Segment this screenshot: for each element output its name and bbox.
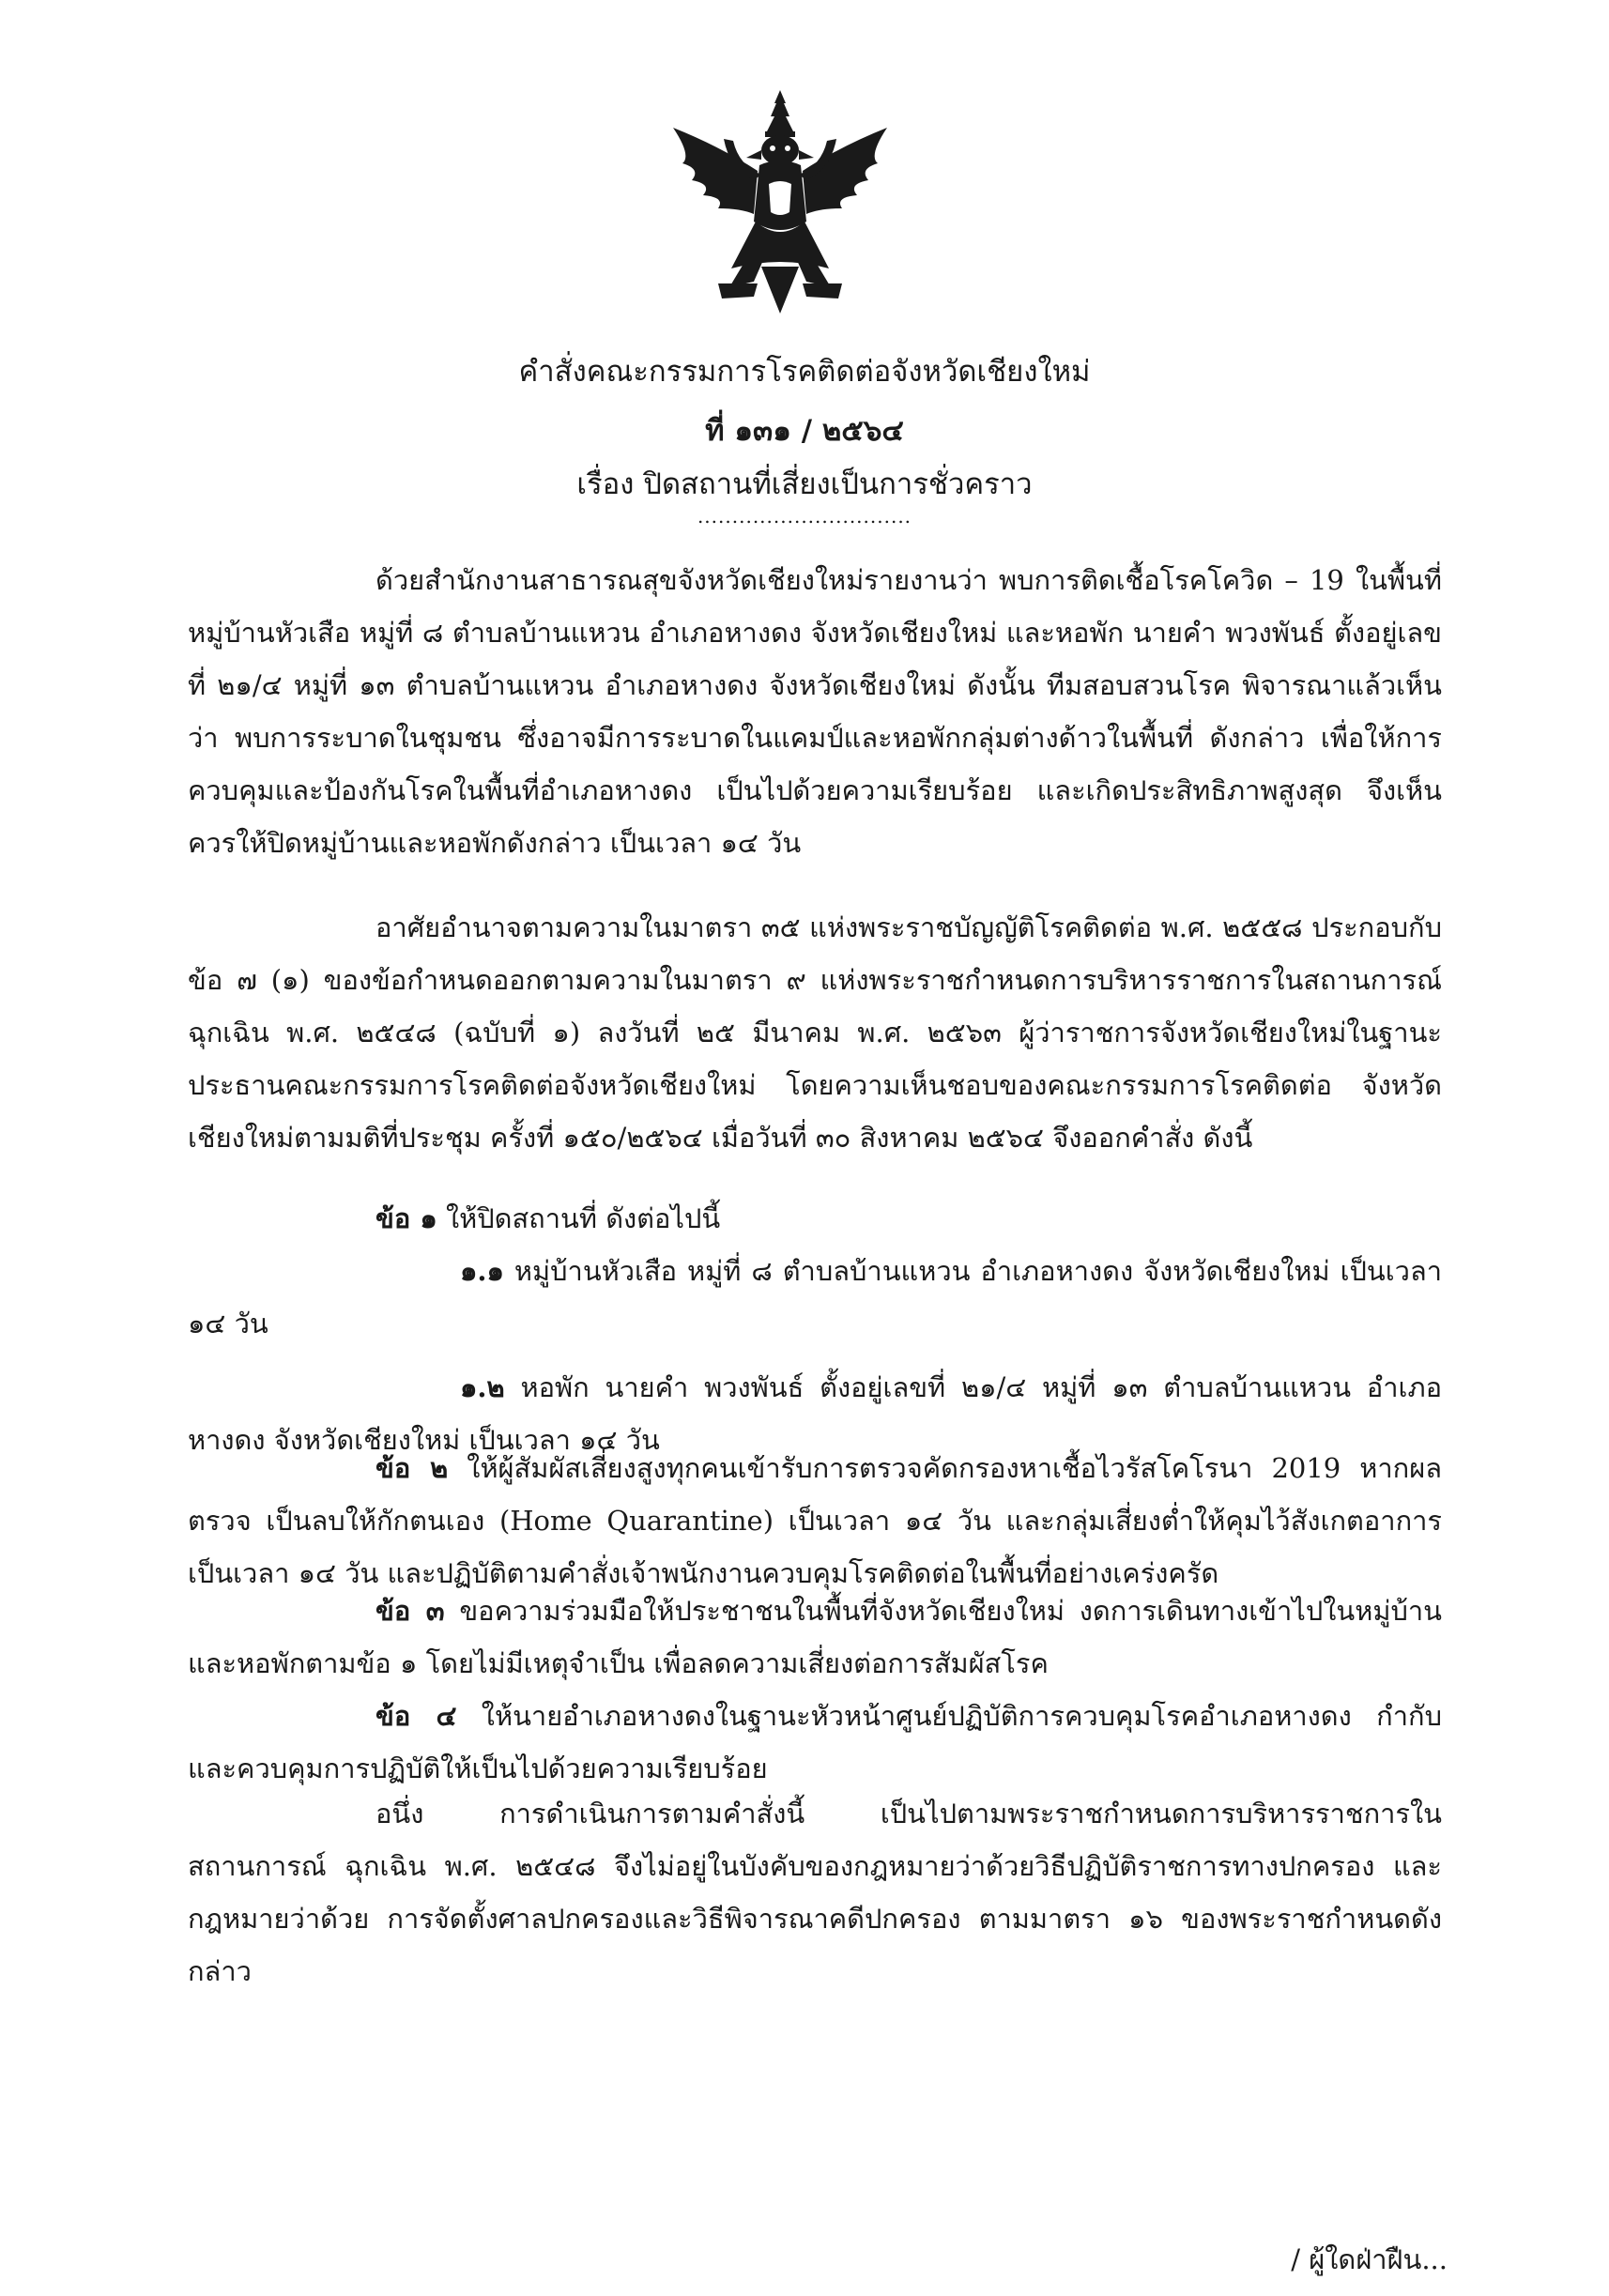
paragraph-text: อาศัยอำนาจตามความในมาตรา ๓๕ แห่งพระราชบัญญัติโรคติดต่อ พ.ศ. ๒๕๕๘ ประกอบกับ ข้อ ๗ (๑) ของข้อกำหนดออกตามความในมาตรา ๙ แห่งพระราชกำหนดการบริหารราชการในสถานการณ์ ฉุกเฉิน พ.ศ. ๒๕๔๘ (ฉบับที่ ๑) ลงวันที่ ๒๕ มีนาคม พ.ศ. ๒๕๖๓ ผู้ว่าราชการจังหวัดเชียงใหม่ในฐานะ ประธานคณะกรรมการโรคติดต่อจังหวัดเชียงใหม่ โดยความเห็นชอบของคณะกรรมการโรคติดต่อ จังหวัดเชียงใหม่ตามมติที่ประชุม ครั้งที่ ๑๕๐/๒๕๖๔ เมื่อวันที่ ๓๐ สิงหาคม ๒๕๖๔ จึงออกคำสั่ง ดังนี้	[188, 911, 1442, 1154]
paragraph-reason	[188, 554, 1442, 869]
clause-1	[188, 1192, 1442, 1466]
clause-3-text	[188, 1584, 1442, 1690]
clause-4-text	[188, 1690, 1442, 1795]
clause-body: ให้ผู้สัมผัสเสี่ยงสูงทุกคนเข้ารับการตรวจคัดกรองหาเชื้อไวรัสโคโรนา 2019 หากผลตรวจ เป็นลบให้กักตนเอง (Home Quarantine) เป็นเวลา ๑๔ วัน และกลุ่มเสี่ยงต่ำให้คุมไว้สังเกตอาการ เป็นเวลา ๑๔ วัน และปฏิบัติตามคำสั่งเจ้าพนักงานควบคุมโรคติดต่อในพื้นที่อย่างเคร่งครัด	[188, 1452, 1442, 1589]
clause-label: ข้อ ๔	[375, 1700, 457, 1732]
paragraph-authority	[188, 901, 1442, 1164]
sub-clause-1-1	[188, 1245, 1442, 1350]
clause-3-4	[188, 1584, 1442, 1795]
clause-label: ข้อ ๒	[375, 1452, 449, 1484]
sub-clause-label: ๑.๒	[460, 1371, 505, 1403]
clause-text	[188, 1192, 1442, 1245]
continuation-marker: / ผู้ใดฝ่าฝืน...	[1291, 2243, 1448, 2275]
clause-label: ข้อ ๓	[375, 1595, 445, 1627]
order-number: ที่ ๑๓๑ / ๒๕๖๔	[705, 414, 904, 448]
clause-text	[188, 1442, 1442, 1600]
title-divider: ...............................	[697, 505, 912, 528]
clause-2	[188, 1442, 1442, 1600]
paragraph-text: ด้วยสำนักงานสาธารณสุขจังหวัดเชียงใหม่รายงานว่า พบการติดเชื้อโรคโควิด – 19 ในพื้นที่หมู่บ้านหัวเสือ หมู่ที่ ๘ ตำบลบ้านแหวน อำเภอหางดง จังหวัดเชียงใหม่ และหอพัก นายคำ พวงพันธ์ ตั้งอยู่เลขที่ ๒๑/๔ หมู่ที่ ๑๓ ตำบลบ้านแหวน อำเภอหางดง จังหวัดเชียงใหม่ ดังนั้น ทีมสอบสวนโรค พิจารณาแล้วเห็นว่า พบการระบาดในชุมชน ซึ่งอาจมีการระบาดในแคมป์และหอพักกลุ่มต่างด้าวในพื้นที่ ดังกล่าว เพื่อให้การควบคุมและป้องกันโรคในพื้นที่อำเภอหางดง เป็นไปด้วยความเรียบร้อย และเกิดประสิทธิภาพสูงสุด จึงเห็นควรให้ปิดหมู่บ้านและหอพักดังกล่าว เป็นเวลา ๑๔ วัน	[188, 564, 1442, 859]
sub-clause-body: หอพัก นายคำ พวงพันธ์ ตั้งอยู่เลขที่ ๒๑/๔ หมู่ที่ ๑๓ ตำบลบ้านแหวน อำเภอหางดง จังหวัดเชียงใหม่ เป็นเวลา ๑๔ วัน	[188, 1371, 1442, 1456]
order-subject: เรื่อง ปิดสถานที่เสี่ยงเป็นการชั่วคราว	[576, 467, 1033, 501]
clause-body: ขอความร่วมมือให้ประชาชนในพื้นที่จังหวัดเชียงใหม่ งดการเดินทางเข้าไปในหมู่บ้าน และหอพักตามข้อ ๑ โดยไม่มีเหตุจำเป็น เพื่อลดความเสี่ยงต่อการสัมผัสโรค	[188, 1595, 1443, 1679]
sub-clause-label: ๑.๑	[460, 1255, 504, 1287]
clause-body: ให้ปิดสถานที่ ดังต่อไปนี้	[437, 1202, 721, 1234]
clause-label: ข้อ ๑	[375, 1202, 437, 1234]
garuda-emblem	[664, 90, 896, 314]
clause-body: ให้นายอำเภอหางดงในฐานะหัวหน้าศูนย์ปฏิบัติการควบคุมโรคอำเภอหางดง กำกับ และควบคุมการปฏิบัติให้เป็นไปด้วยความเรียบร้อย	[188, 1700, 1442, 1784]
paragraph-note	[188, 1787, 1442, 1998]
paragraph-text: อนึ่ง การดำเนินการตามคำสั่งนี้ เป็นไปตามพระราชกำหนดการบริหารราชการในสถานการณ์ ฉุกเฉิน พ.ศ. ๒๕๔๘ จึงไม่อยู่ในบังคับของกฎหมายว่าด้วยวิธีปฏิบัติราชการทางปกครอง และกฎหมายว่าด้วย การจัดตั้งศาลปกครองและวิธีพิจารณาคดีปกครอง ตามมาตรา ๑๖ ของพระราชกำหนดดังกล่าว	[188, 1798, 1442, 1987]
sub-clause-body: หมู่บ้านหัวเสือ หมู่ที่ ๘ ตำบลบ้านแหวน อำเภอหางดง จังหวัดเชียงใหม่ เป็นเวลา ๑๔ วัน	[188, 1255, 1442, 1339]
order-title: คำสั่งคณะกรรมการโรคติดต่อจังหวัดเชียงใหม่	[518, 355, 1091, 389]
